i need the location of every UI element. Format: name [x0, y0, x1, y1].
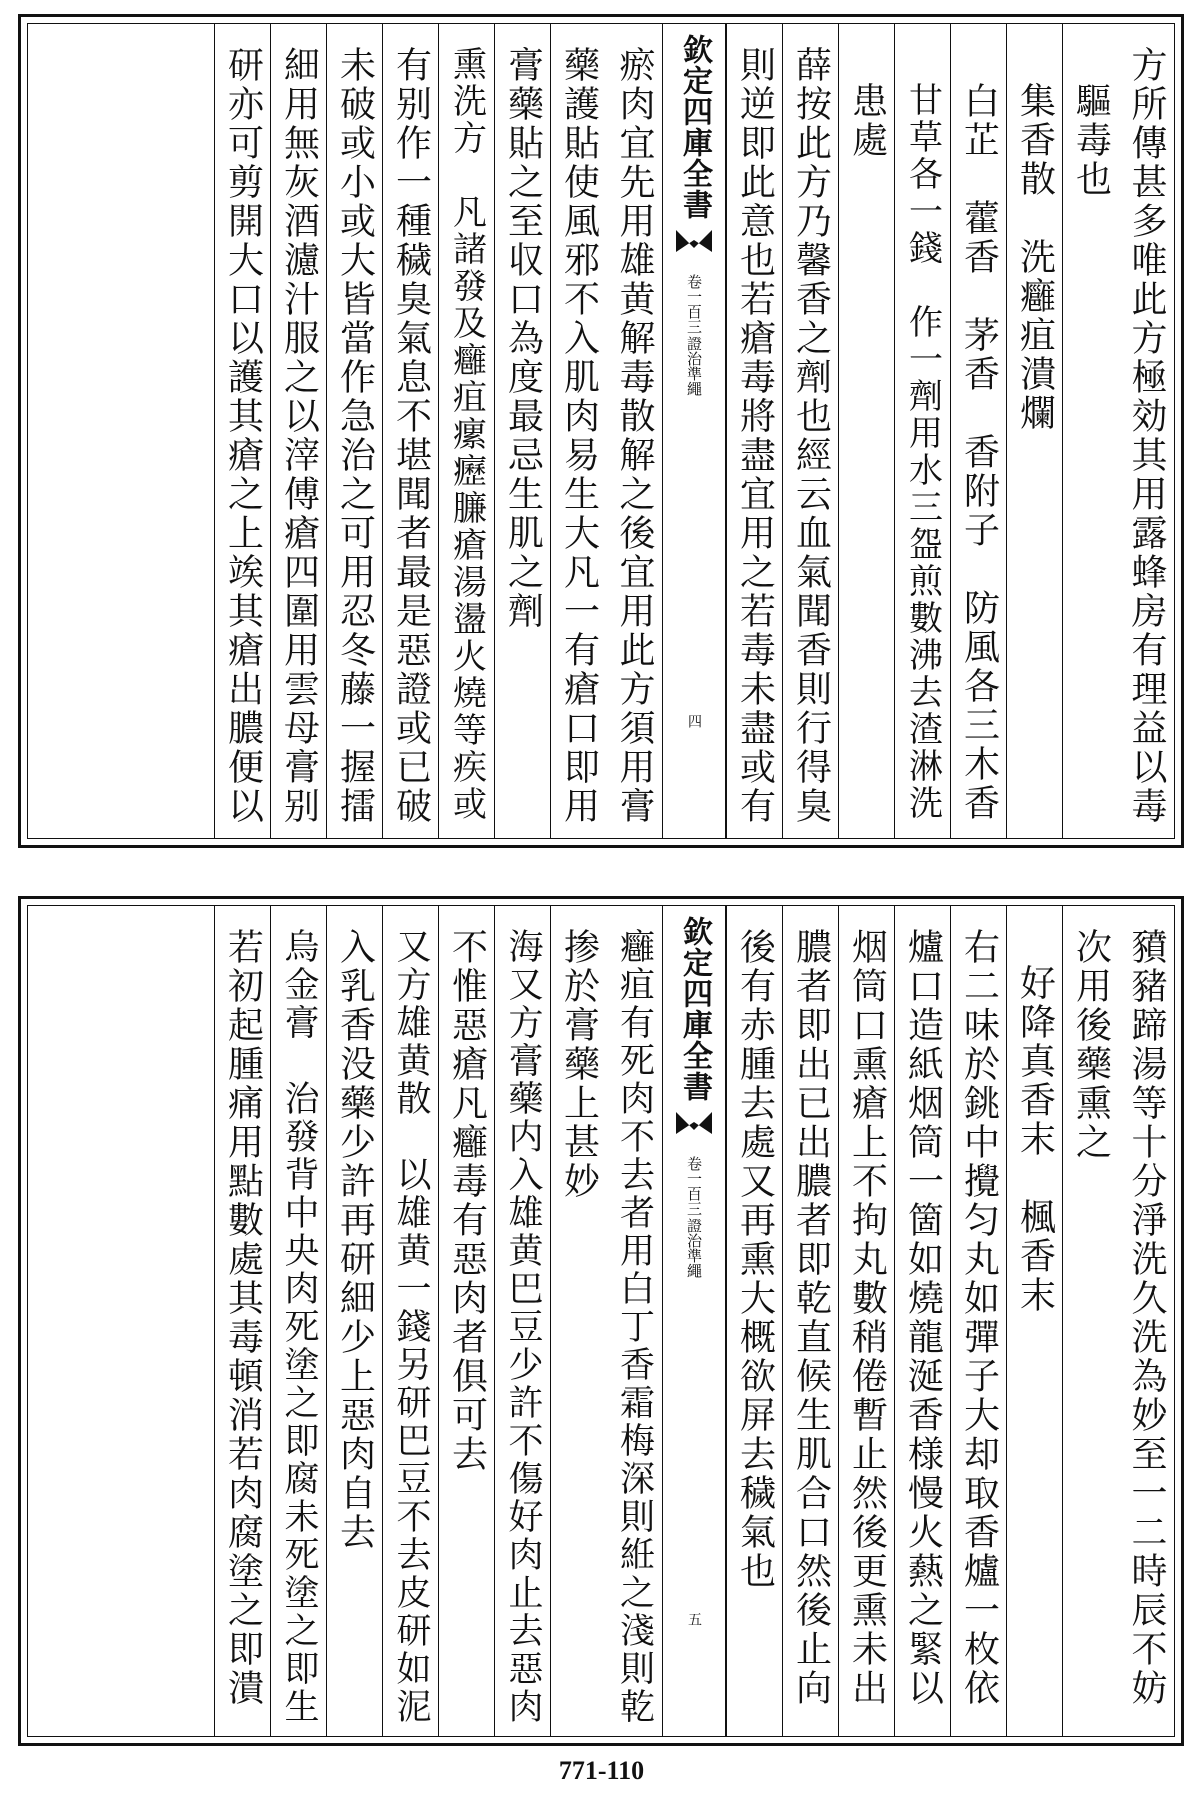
text-column: 烟筒口熏瘡上不拘丸數稍倦暫止然後更熏未出: [838, 906, 894, 1736]
text-column: 甘草各一錢 作一劑用水三盌煎數沸去渣淋洗: [894, 24, 950, 838]
text-column: 薛按此方乃馨香之劑也經云血氣聞香則行得臭: [782, 24, 838, 838]
text-column: 膿者即出已出膿者即乾直候生肌合口然後止向: [782, 906, 838, 1736]
page-number: 四: [686, 714, 702, 728]
text-column: 烏金膏 治發背中央肉死塗之即腐未死塗之即生: [270, 906, 326, 1736]
bottom-page-frame: [27, 905, 1175, 1737]
center-header-strip: [662, 906, 726, 1736]
text-column: 白芷 藿香 茅香 香附子 防風各三木香: [950, 24, 1006, 838]
text-column: 好降真香末 楓香末: [1006, 906, 1062, 1736]
text-column: 海又方膏藥内入雄黄巴豆少許不傷好肉止去惡肉: [494, 906, 550, 1736]
text-column: 爐口造紙烟筒一箇如燒龍涎香様慢火爇之緊以: [894, 906, 950, 1736]
book-title: 欽定四庫全書: [677, 34, 712, 220]
page-number: 五: [686, 1612, 702, 1626]
text-column: 研亦可剪開大口以護其瘡之上竢其瘡出膿便以: [214, 24, 270, 838]
text-column: 入乳香没藥少許再研細少上惡肉自去: [326, 906, 382, 1736]
page-footer-number: 771-110: [558, 1756, 645, 1785]
text-column: 後有赤腫去處又再熏大概欲屏去穢氣也: [726, 906, 782, 1736]
book-subtitle: 證治準繩: [685, 336, 703, 396]
text-column: 瘀肉宜先用雄黄解毒散解之後宜用此方須用膏: [614, 46, 655, 826]
text-column: 未破或小或大皆當作急治之可用忍冬藤一握擂: [326, 24, 382, 838]
text-column: 右二味於銚中攪匀丸如彈子大却取香爐一枚依: [950, 906, 1006, 1736]
top-page-frame: [27, 23, 1175, 839]
book-title: 欽定四庫全書: [677, 916, 712, 1102]
text-column: 患處: [838, 24, 894, 838]
volume-info: [685, 1156, 703, 1278]
text-column: 驅毒也: [1062, 24, 1118, 838]
text-column: 豶豬蹄湯等十分淨洗久洗為妙至一二時辰不妨: [1126, 928, 1167, 1708]
text-column: 集香散 洗癰疽潰爛: [1006, 24, 1062, 838]
fish-tail-mark-icon: [674, 228, 714, 254]
text-column: 則逆即此意也若瘡毒將盡宜用之若毒未盡或有: [726, 24, 782, 838]
center-header-strip: [662, 24, 726, 838]
text-column: 細用無灰酒濾汁服之以滓傅瘡四圍用雲母膏别: [270, 24, 326, 838]
text-column: 若初起腫痛用點數處其毒頓消若肉腐塗之即潰: [214, 906, 270, 1736]
text-column: 熏洗方 凡諸發及癰疽瘰癧臁瘡湯盪火燒等疾或: [438, 24, 494, 838]
text-column: 有别作一種穢臭氣息不堪聞者最是惡證或已破: [382, 24, 438, 838]
top-page: [18, 14, 1184, 848]
fish-tail-mark-icon: [674, 1110, 714, 1136]
text-column: 藥護貼使風邪不入肌肉易生大凡一有瘡口即用: [550, 24, 606, 838]
book-subtitle: 證治準繩: [685, 1218, 703, 1278]
text-column: 膏藥貼之至収口為度最忌生肌之劑: [494, 24, 550, 838]
volume-info: [685, 274, 703, 396]
bottom-page: [18, 896, 1184, 1746]
text-column: 不惟惡瘡凡癰毒有惡肉者俱可去: [438, 906, 494, 1736]
text-column: 癰疽有死肉不去者用白丁香霜梅深則絍之淺則乾: [614, 928, 655, 1726]
text-column: 次用後藥熏之: [1062, 906, 1118, 1736]
text-column: 方所傳甚多唯此方極効其用露蜂房有理益以毒: [1126, 46, 1167, 826]
text-column: 掺於膏藥上甚妙: [550, 906, 606, 1736]
text-column: 又方雄黄散 以雄黄一錢另研巴豆不去皮研如泥: [382, 906, 438, 1736]
volume-number: 卷一百三: [685, 1156, 703, 1216]
volume-number: 卷一百三: [685, 274, 703, 334]
